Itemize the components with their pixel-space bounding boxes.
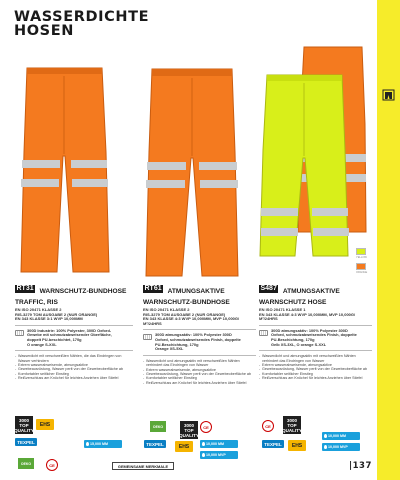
product-card-s487 xyxy=(259,285,372,381)
standard-line: RIS-3279 TOM AUSGABE 2 (NUR ORANGE) xyxy=(143,311,226,317)
page-number: |137 xyxy=(349,461,372,471)
warranty-badge: 3000 TOP QUALITY xyxy=(282,417,302,433)
product-title xyxy=(259,285,372,306)
feature-item: - Wasserdicht und atmungsaktiv mit verschweißten Nähten verhindert das Eindringen von Wasser xyxy=(143,359,256,368)
fabric-icon xyxy=(15,330,24,336)
feature-item: - Komfortabler seitlicher Einstieg xyxy=(259,372,372,376)
fabric-line: doppelt PU-beschichtet, 170g xyxy=(27,336,82,342)
ehs-badge: EHS xyxy=(36,419,54,430)
feature-item: - Komfortabler seitlicher Einstieg xyxy=(143,376,256,380)
fabric-info xyxy=(143,333,256,351)
product-title xyxy=(143,285,256,306)
feature-item: - Reißverschluss am Knöchel für leichtes Anziehen über Stiefel xyxy=(143,381,256,385)
page-number-value: 137 xyxy=(352,461,372,471)
fabric-line: 300D Industrie: 100% Polyester, 300D Oxford- xyxy=(27,327,112,333)
product-code: S487 xyxy=(260,285,277,292)
texpel-badge: TEXPEL xyxy=(262,440,284,448)
standard-line: EN ISO 20471 KLASSE 1 xyxy=(259,307,306,312)
standard-line: EN 343 KLASSE 4:3 WVP 10,000MM, MVP 10,000G/ xyxy=(259,311,356,317)
divider xyxy=(143,329,256,330)
product-name: WARNSCHUTZ-BUNDHOSE TRAFFIC, RIS xyxy=(15,288,127,306)
feature-item: - Gewebeausrüstung, Wasser perlt von der Gewebeoberfläche ab xyxy=(259,367,372,371)
feature-item: - Extrem wasserabweisende, atmungsaktive xyxy=(259,363,372,367)
sizes: Gelb XS-3XL, O orange S-XXL xyxy=(271,341,327,347)
feature-item: - Komfortabler seitlicher Einstieg xyxy=(15,372,133,376)
feature-item: - Extrem wasserabweisende, atmungsaktive xyxy=(15,363,133,367)
feature-list xyxy=(15,354,133,380)
standards xyxy=(15,308,133,322)
product-name: ATMUNGSAKTIVE WARNSCHUTZ-BUNDHOSE xyxy=(143,288,230,306)
warranty-badge: 3000 TOP QUALITY xyxy=(14,417,34,433)
standards xyxy=(259,308,372,322)
feature-item: - Wasserdicht mit verschweißten Nähten, die das Eindringen von Wasser verhindern xyxy=(15,354,133,363)
standard-line: M²/24HRS xyxy=(259,316,278,322)
product-card-rt61 xyxy=(143,285,256,385)
waterproof-rating: 10,000 MM xyxy=(200,440,238,448)
ce-mark: CE xyxy=(200,421,212,433)
feature-list xyxy=(143,359,256,385)
fabric-line: Gewebe mit schmutzabweisender Oberfläche, xyxy=(27,332,112,338)
feature-item: - Gewebeausrüstung, Wasser perlt von der Gewebeoberfläche ab xyxy=(143,372,256,376)
product-card-rt31 xyxy=(15,285,133,381)
product-image-rt61 xyxy=(142,66,242,278)
page-title-line1: WASSERDICHTE xyxy=(14,9,150,25)
standard-line: EN ISO 20471 KLASSE 2 xyxy=(143,307,190,312)
divider xyxy=(259,325,372,326)
fabric-icon xyxy=(259,330,268,336)
breathability-rating: 10,000 MVP xyxy=(322,443,360,451)
texpel-badge: TEXPEL xyxy=(15,438,37,446)
fabric-line: Oxford, schmutzabweisendes Finish, doppelte xyxy=(155,336,241,342)
product-name: ATMUNGSAKTIVE WARNSCHUTZ HOSE xyxy=(259,288,340,306)
page-title-line2: HOSEN xyxy=(14,23,74,39)
color-swatch-orange xyxy=(356,263,366,270)
rain-trousers-icon xyxy=(382,89,395,101)
fabric-line: PU-Beschichtung, 170g xyxy=(155,341,199,347)
standard-line: EN 343 KLASSE 4:3 WVP 10,000MM, MVP 10,000G/ xyxy=(143,316,240,322)
product-title xyxy=(15,285,133,306)
feature-item: - Wasserdicht und atmungsaktiv mit verschweißten Nähten verhindert das Eindringen von Wasser xyxy=(259,354,372,363)
oeko-badge: OEKO xyxy=(18,458,34,469)
feature-item: - Reißverschluss am Knöchel für leichtes Anziehen über Stiefel xyxy=(15,376,133,380)
product-code: RT61 xyxy=(144,285,162,292)
fabric-line: 300D atmungsaktiv: 100% Polyester 300D xyxy=(155,332,232,338)
sizes: O orange S-XXL xyxy=(27,341,57,347)
page-title xyxy=(14,10,149,38)
standards xyxy=(143,308,256,326)
ce-mark: CE xyxy=(46,459,58,471)
waterproof-rating: 15,000 MM xyxy=(84,440,122,448)
feature-item: - Extrem wasserabweisende, atmungsaktive xyxy=(143,368,256,372)
oeko-badge: OEKO xyxy=(150,421,166,432)
standard-line: RIS-3279 TOM AUSGABE 2 (NUR ORANGE) xyxy=(15,311,98,317)
standard-line: M²/24HRS xyxy=(143,320,162,326)
fabric-line: Oxford, schmutzabweisendes Finish, doppelte xyxy=(271,332,357,338)
fabric-info xyxy=(15,329,133,347)
fabric-line: 300D atmungsaktiv: 100% Polyester 300D xyxy=(271,327,348,333)
shared-features-label: GEMEINSAME MERKMALE xyxy=(112,462,174,470)
swatch-label: YELLOW xyxy=(356,256,367,259)
feature-item: - Gewebeausrüstung, Wasser perlt von der Gewebeoberfläche ab xyxy=(15,367,133,371)
divider xyxy=(143,355,256,356)
ehs-badge: EHS xyxy=(175,441,193,452)
divider xyxy=(259,350,372,351)
feature-item: - Reißverschluss am Knöchel für leichtes Anziehen über Stiefel xyxy=(259,376,372,380)
fabric-line: PU-Beschichtung, 170g xyxy=(271,336,315,342)
standard-line: EN ISO 20471 KLASSE 2 xyxy=(15,307,62,312)
standard-line: EN 343 KLASSE 3:1 WVP 10,000MM xyxy=(15,316,83,322)
texpel-badge: TEXPEL xyxy=(144,440,166,448)
ehs-badge: EHS xyxy=(288,440,306,451)
section-side-tab[interactable] xyxy=(377,0,400,480)
product-image-rt31 xyxy=(17,64,112,274)
swatch-label: ORANGE xyxy=(356,271,368,274)
fabric-icon xyxy=(143,334,152,340)
divider xyxy=(15,350,133,351)
waterproof-rating: 10,000 MM xyxy=(322,432,360,440)
fabric-info xyxy=(259,329,372,347)
color-swatch-yellow xyxy=(356,248,366,255)
feature-list xyxy=(259,354,372,380)
product-code: RT31 xyxy=(16,285,34,292)
divider xyxy=(15,325,133,326)
sizes: Orange XS-5XL xyxy=(155,346,184,352)
warranty-badge: 3000 TOP QUALITY xyxy=(179,422,199,438)
ce-mark: CE xyxy=(262,420,274,432)
product-image-s487-yellow xyxy=(258,72,350,258)
breathability-rating: 10,000 MVP xyxy=(200,451,238,459)
